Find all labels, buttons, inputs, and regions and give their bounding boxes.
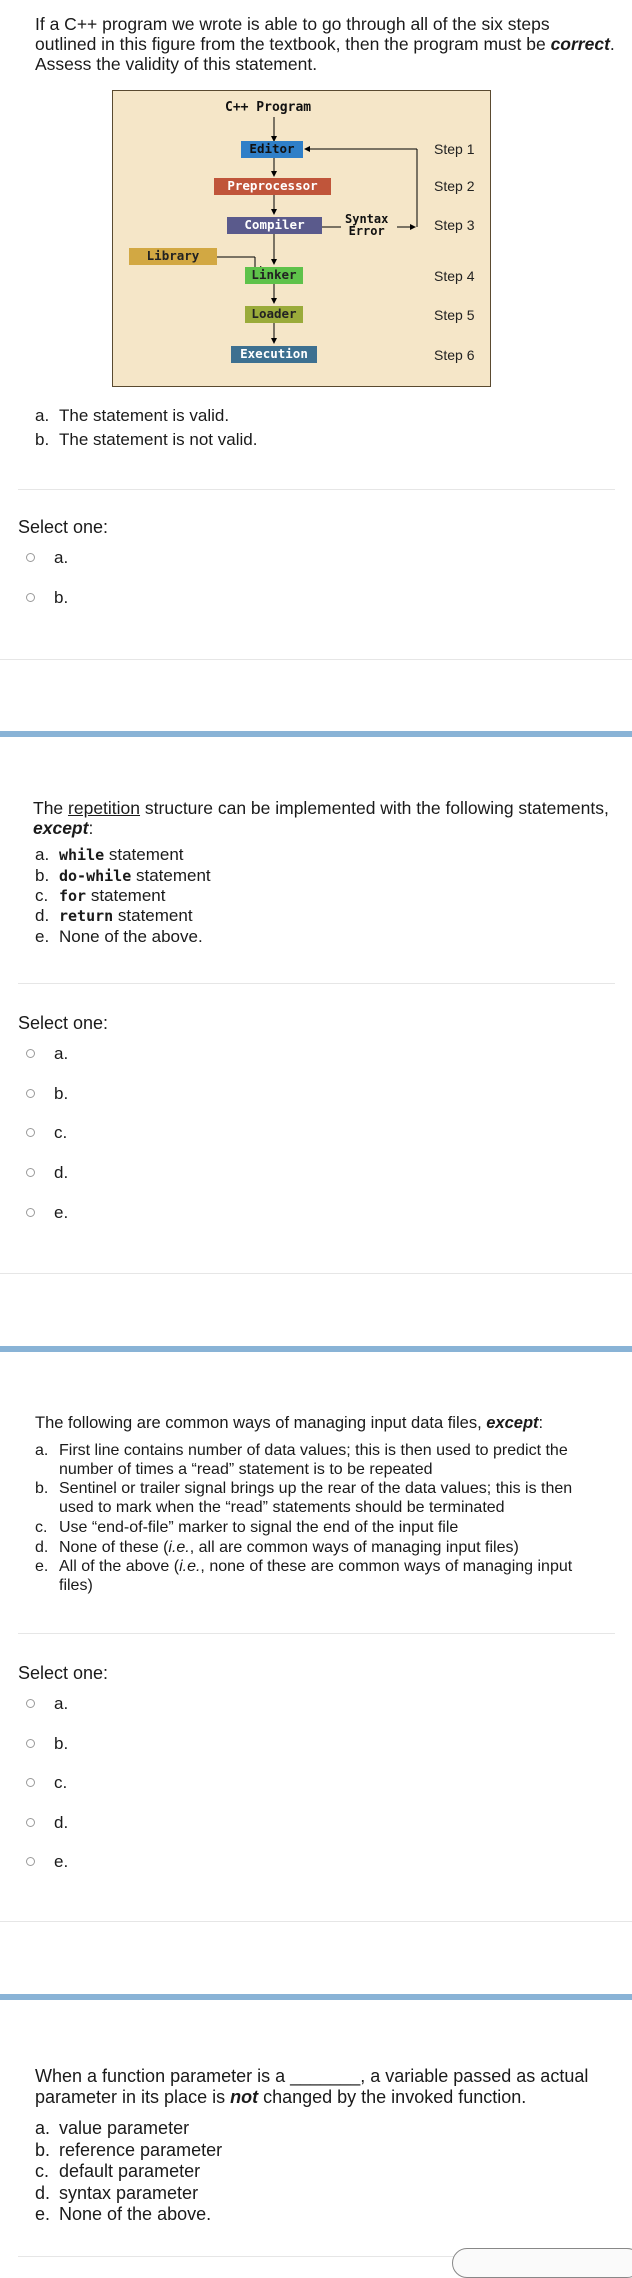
- divider: [18, 1633, 615, 1634]
- radio-button[interactable]: [26, 593, 35, 602]
- q1-option-b: b. The statement is not valid.: [35, 430, 258, 449]
- q2-question-text: The repetition structure can be implemented with the following statements, except:: [33, 798, 609, 838]
- question-separator-bar: [0, 1346, 632, 1352]
- step-1-label: Step 1: [434, 141, 475, 157]
- radio-button[interactable]: [26, 1818, 35, 1827]
- q2-option-c: c. for statement: [35, 886, 166, 905]
- divider: [18, 983, 615, 984]
- q3-option-a: a. First line contains number of data values; this is then used to predict the number of times a “read” statement is to be repeated: [35, 1442, 568, 1478]
- q2-option-a: a. while statement: [35, 845, 184, 864]
- radio-button[interactable]: [26, 1049, 35, 1058]
- radio-button[interactable]: [26, 1857, 35, 1866]
- step-6-label: Step 6: [434, 347, 475, 363]
- library-box: Library: [129, 248, 217, 265]
- q1-emphasis: correct: [550, 34, 610, 54]
- q1-option-a: a. The statement is valid.: [35, 406, 230, 425]
- step-4-label: Step 4: [434, 268, 475, 284]
- q3-option-e: e. All of the above (i.e., none of these are common ways of managing input files): [35, 1558, 573, 1594]
- preprocessor-box: Preprocessor: [214, 178, 331, 195]
- q3-option-c: c. Use “end-of-file” marker to signal the end of the input file: [35, 1519, 459, 1536]
- q4-option-d: d. syntax parameter: [35, 2183, 199, 2203]
- q3-option-d: d. None of these (i.e., all are common ways of managing input files): [35, 1539, 519, 1556]
- q2-option-b: b. do-while statement: [35, 866, 211, 885]
- radio-button[interactable]: [26, 1168, 35, 1177]
- syntax-error-label: Syntax Error: [345, 212, 389, 238]
- q3-option-b: b. Sentinel or trailer signal brings up the rear of the data values; this is then used to mark when the “read” statements should be terminated: [35, 1480, 573, 1516]
- radio-button[interactable]: [26, 1208, 35, 1217]
- q3-question-text: The following are common ways of managing input data files, except:: [35, 1414, 544, 1432]
- q4-option-b: b. reference parameter: [35, 2140, 223, 2160]
- radio-button[interactable]: [26, 553, 35, 562]
- q4-option-e: e. None of the above.: [35, 2204, 212, 2224]
- radio-button[interactable]: [26, 1699, 35, 1708]
- divider: [18, 489, 615, 490]
- q3-select-one: Select one:: [18, 1663, 109, 1683]
- linker-box: Linker: [245, 267, 303, 284]
- step-5-label: Step 5: [434, 307, 475, 323]
- compiler-box: Compiler: [227, 217, 322, 234]
- section-divider: [0, 659, 632, 660]
- q1-question-text: If a C++ program we wrote is able to go through all of the six steps outlined in this figure from the textbook, then the program must be correct. Assess the validity of this statement.: [35, 14, 615, 74]
- q4-option-c: c. default parameter: [35, 2161, 201, 2181]
- step-3-label: Step 3: [434, 217, 475, 233]
- question-separator-bar: [0, 731, 632, 737]
- radio-button[interactable]: [26, 1778, 35, 1787]
- editor-box: Editor: [241, 141, 303, 158]
- loader-box: Loader: [245, 306, 303, 323]
- step-2-label: Step 2: [434, 178, 475, 194]
- question-separator-bar: [0, 1994, 632, 2000]
- q2-option-e: e. None of the above.: [35, 927, 203, 946]
- radio-button[interactable]: [26, 1128, 35, 1137]
- q4-option-a: a. value parameter: [35, 2118, 190, 2138]
- q4-question-text: When a function parameter is a _______, a variable passed as actual parameter in its place is not changed by the invoked function.: [35, 2066, 589, 2107]
- radio-button[interactable]: [26, 1739, 35, 1748]
- radio-button[interactable]: [26, 1089, 35, 1098]
- section-divider: [0, 1273, 632, 1274]
- section-divider: [0, 1921, 632, 1922]
- q1-compilation-figure: [112, 90, 491, 387]
- q1-select-one: Select one:: [18, 517, 109, 537]
- q2-select-one: Select one:: [18, 1013, 109, 1033]
- floating-button[interactable]: [452, 2248, 632, 2278]
- figure-arrows: [113, 91, 492, 388]
- figure-title: C++ Program: [225, 100, 312, 115]
- q2-option-d: d. return statement: [35, 906, 193, 925]
- execution-box: Execution: [231, 346, 317, 363]
